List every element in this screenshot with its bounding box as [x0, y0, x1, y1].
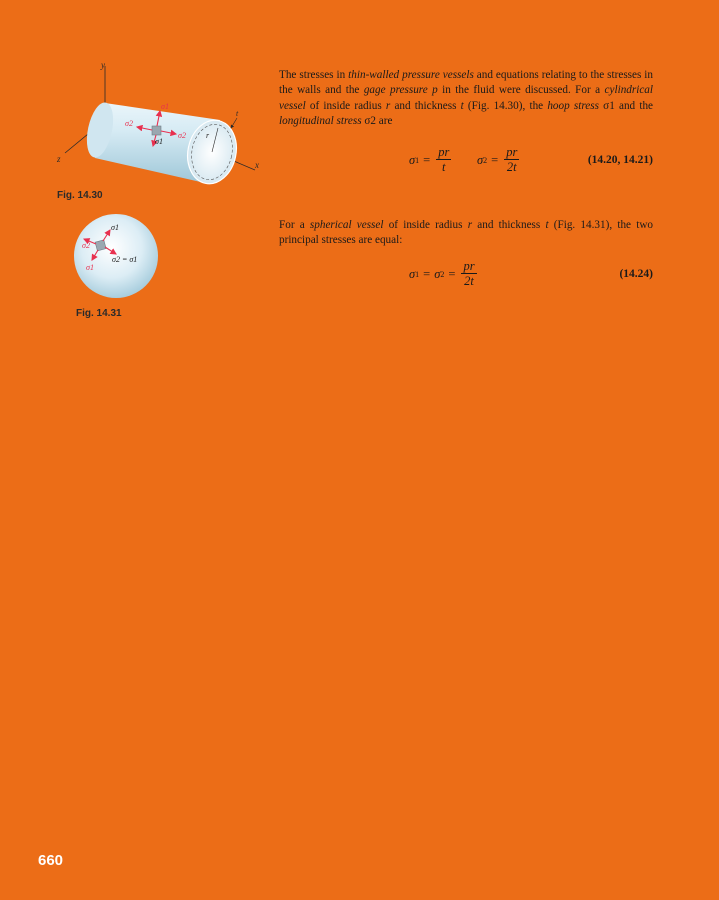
- equation-row-14-20-14-21: [279, 144, 653, 180]
- figure-caption-14-31: Fig. 14.31: [76, 308, 122, 319]
- stress-element: [152, 126, 161, 135]
- equation-hoop-stress: σ 1 = $\frac{pr}{t}$: [409, 145, 450, 174]
- sphere-stress-element: [95, 240, 106, 251]
- equation-longitudinal-stress: σ 2 = $\frac{pr}{2t}$: [477, 145, 518, 174]
- sphere-sigma1-top: σ1: [111, 223, 119, 232]
- equation-number-14-20-14-21: (14.20, 14.21): [587, 154, 653, 166]
- thickness-pointer: [231, 118, 237, 128]
- sphere-sigma1-bottom: σ1: [86, 263, 94, 272]
- page-number: 660: [38, 852, 64, 869]
- x-axis-label: x: [255, 160, 259, 170]
- sphere-sigma2-left: σ2: [82, 241, 90, 250]
- long-stress-label-right: σ2: [178, 131, 186, 140]
- figure-14-30-cylinder: [55, 58, 270, 188]
- radius-label: r: [206, 131, 210, 140]
- paragraph-spherical-vessel: For a spherical vessel of inside radius r and thickness t (Fig. 14.31), the two principal stresses are equal:: [279, 219, 653, 247]
- equation-row-14-24: [279, 258, 653, 294]
- y-axis-label: y: [101, 60, 105, 70]
- figure-14-31-sphere: [72, 212, 162, 302]
- figure-caption-14-30: Fig. 14.30: [57, 190, 103, 201]
- long-stress-label-left: σ2: [125, 119, 133, 128]
- hoop-stress-label-top: σ1: [161, 102, 169, 111]
- thickness-label: t: [236, 109, 239, 118]
- hoop-stress-label-bottom: σ1: [155, 137, 163, 146]
- paragraph-cylindrical-vessel: The stresses in thin-walled pressure vessels and equations relating to the stresses in the walls and the gage pressure p in the fluid were discussed. For a cylindrical vessel of inside radius r and thickness t (Fig. 14.30), the hoop stress σ1 and the longitudinal stress σ2 are: [279, 69, 654, 127]
- sphere-equality-label: σ2 = σ1: [112, 255, 138, 264]
- equation-number-14-24: (14.24): [619, 268, 653, 280]
- equation-sphere-stress: σ 1 = σ 2 = $\frac{pr}{2t}$: [409, 259, 475, 288]
- z-axis-label: z: [57, 154, 61, 164]
